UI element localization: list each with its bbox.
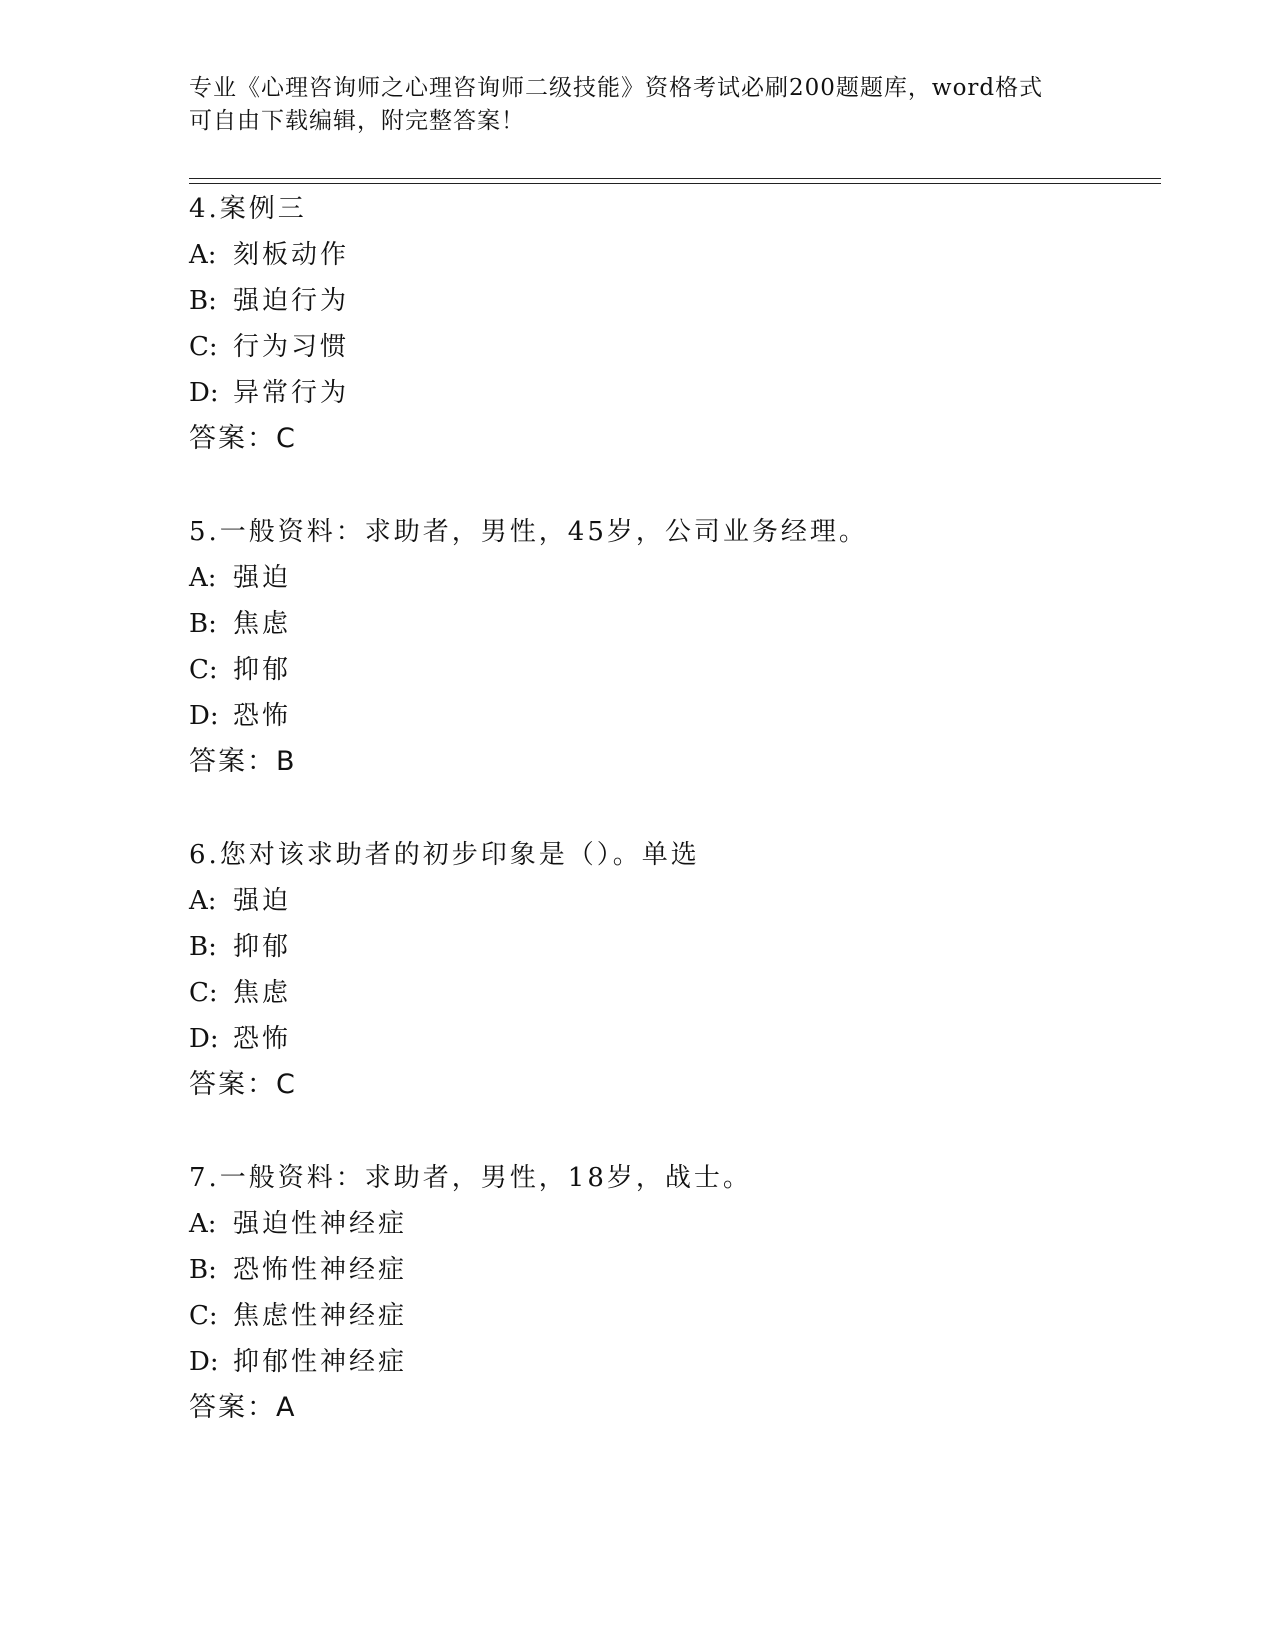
- answer-label: 答案：: [189, 423, 276, 454]
- option-a: [189, 555, 1149, 601]
- header-rule-top: [189, 178, 1161, 179]
- option-letter: B:: [189, 286, 217, 316]
- option-text: 恐怖性神经症: [233, 1255, 408, 1285]
- option-letter: C:: [189, 1301, 218, 1331]
- header-line-2: 可自由下载编辑，附完整答案！: [189, 108, 525, 134]
- header-rule-bottom: [189, 183, 1161, 184]
- option-letter: B:: [189, 932, 217, 962]
- option-text: 刻板动作: [233, 240, 350, 270]
- option-c: [189, 647, 1149, 693]
- option-letter: A:: [189, 886, 217, 916]
- option-d: [189, 1016, 1149, 1062]
- answer-label: 答案：: [189, 746, 276, 777]
- option-text: 强迫行为: [233, 286, 350, 316]
- question-block: [189, 509, 1149, 785]
- answer-label: 答案：: [189, 1392, 276, 1423]
- answer-line: [189, 739, 1149, 785]
- answer-value: C: [276, 423, 295, 454]
- option-b: [189, 1247, 1149, 1293]
- option-d: [189, 693, 1149, 739]
- option-a: [189, 232, 1149, 278]
- option-text: 抑郁: [233, 932, 292, 962]
- option-letter: B:: [189, 1255, 217, 1285]
- option-text: 恐怖: [233, 701, 292, 731]
- question-text: 7.一般资料：求助者，男性，18岁，战士。: [189, 1163, 752, 1193]
- header-line-1: 专业《心理咨询师之心理咨询师二级技能》资格考试必刷200题题库，word格式: [189, 75, 1044, 101]
- answer-line: [189, 1385, 1149, 1431]
- option-letter: D:: [189, 1024, 219, 1054]
- option-text: 抑郁: [233, 655, 292, 685]
- option-letter: C:: [189, 332, 218, 362]
- answer-line: [189, 416, 1149, 462]
- question-block: [189, 832, 1149, 1108]
- option-text: 焦虑性神经症: [233, 1301, 408, 1331]
- option-d: [189, 1339, 1149, 1385]
- option-d: [189, 370, 1149, 416]
- option-b: [189, 278, 1149, 324]
- option-letter: A:: [189, 563, 217, 593]
- question-text: 5.一般资料：求助者，男性，45岁，公司业务经理。: [189, 517, 868, 547]
- option-letter: D:: [189, 378, 219, 408]
- option-b: [189, 924, 1149, 970]
- option-text: 行为习惯: [233, 332, 350, 362]
- option-text: 恐怖: [233, 1024, 292, 1054]
- option-text: 强迫: [233, 563, 292, 593]
- option-text: 强迫: [233, 886, 292, 916]
- option-letter: C:: [189, 978, 218, 1008]
- question-block: [189, 186, 1149, 462]
- option-text: 焦虑: [233, 978, 292, 1008]
- option-text: 异常行为: [233, 378, 350, 408]
- option-text: 焦虑: [233, 609, 292, 639]
- answer-value: B: [276, 746, 295, 777]
- option-letter: D:: [189, 701, 219, 731]
- option-text: 强迫性神经症: [233, 1209, 408, 1239]
- option-c: [189, 324, 1149, 370]
- option-letter: D:: [189, 1347, 219, 1377]
- option-letter: A:: [189, 1209, 217, 1239]
- answer-value: A: [276, 1392, 295, 1423]
- option-text: 抑郁性神经症: [233, 1347, 408, 1377]
- option-b: [189, 601, 1149, 647]
- question-block: [189, 1155, 1149, 1431]
- document-header: [189, 72, 1089, 138]
- option-letter: A:: [189, 240, 217, 270]
- option-a: [189, 878, 1149, 924]
- answer-label: 答案：: [189, 1069, 276, 1100]
- option-c: [189, 970, 1149, 1016]
- answer-value: C: [276, 1069, 295, 1100]
- option-c: [189, 1293, 1149, 1339]
- option-a: [189, 1201, 1149, 1247]
- answer-line: [189, 1062, 1149, 1108]
- option-letter: C:: [189, 655, 218, 685]
- question-text: 6.您对该求助者的初步印象是（）。单选: [189, 840, 700, 870]
- question-text: 4.案例三: [189, 194, 307, 224]
- option-letter: B:: [189, 609, 217, 639]
